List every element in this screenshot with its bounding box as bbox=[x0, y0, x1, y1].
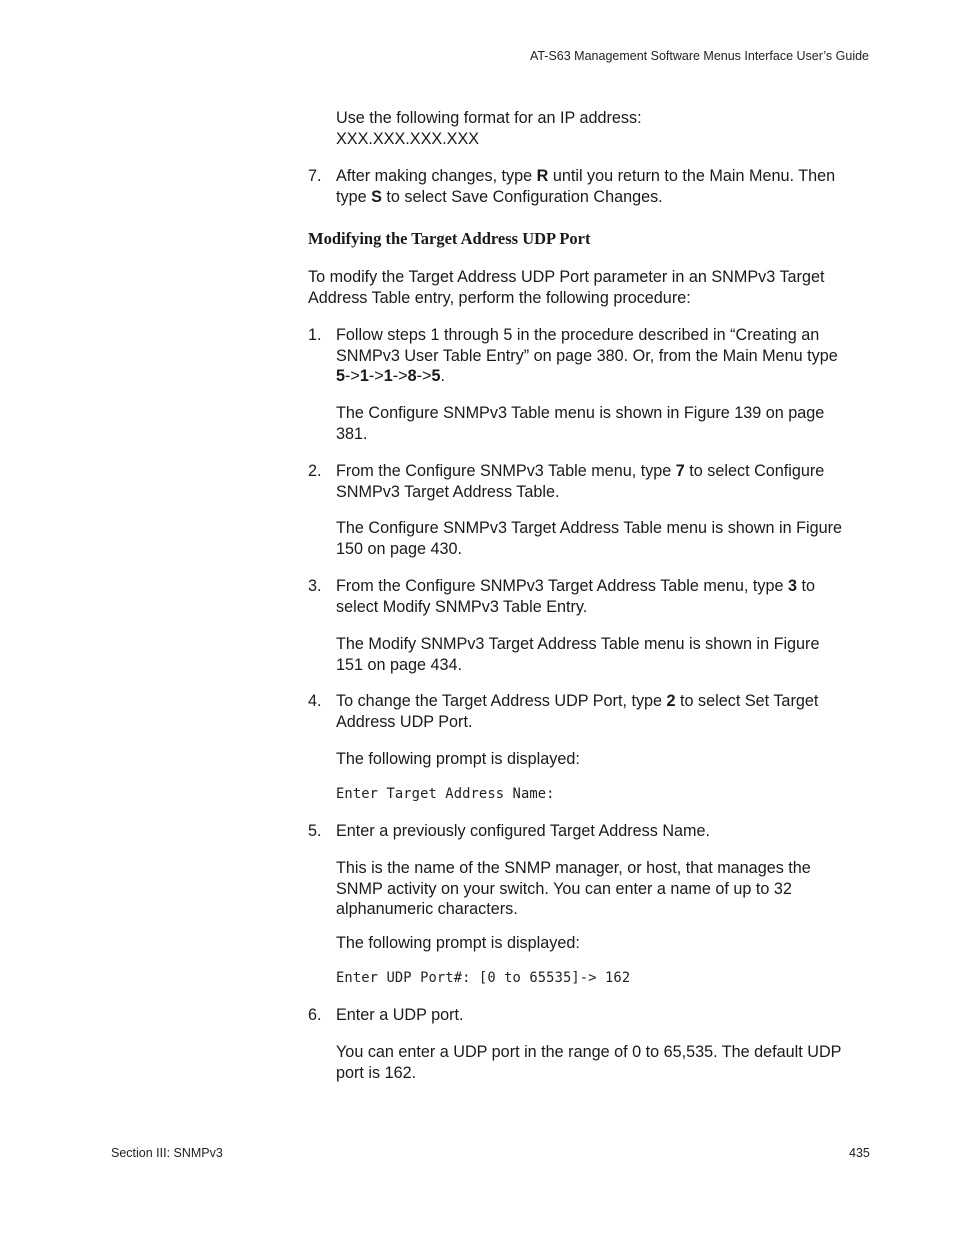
step-note bbox=[336, 858, 876, 920]
intro-text bbox=[336, 108, 876, 149]
note-line: This is the name of the SNMP manager, or host, that manages the bbox=[336, 859, 811, 877]
footer-section: Section III: SNMPv3 bbox=[111, 1146, 223, 1160]
note-line: 381. bbox=[336, 424, 368, 443]
arrow: -> bbox=[368, 367, 384, 385]
prompt-label: The following prompt is displayed: bbox=[336, 750, 580, 768]
text-run: to bbox=[797, 577, 815, 595]
step-number: 4. bbox=[308, 692, 322, 710]
prompt-code: Enter Target Address Name: bbox=[336, 786, 555, 802]
prompt-code: Enter UDP Port#: [0 to 65535]-> 162 bbox=[336, 970, 631, 986]
section-heading: Modifying the Target Address UDP Port bbox=[308, 229, 591, 248]
step-note bbox=[336, 634, 876, 675]
text-run: From the Configure SNMPv3 Target Address Table menu, type bbox=[336, 577, 788, 595]
note-line: SNMP activity on your switch. You can enter a name of up to 32 bbox=[336, 879, 792, 898]
arrow: -> bbox=[392, 367, 408, 385]
running-header: AT-S63 Management Software Menus Interface User’s Guide bbox=[529, 49, 869, 63]
note-line: port is 162. bbox=[336, 1063, 417, 1082]
note-line: You can enter a UDP port in the range of 0 to 65,535. The default UDP bbox=[336, 1043, 842, 1061]
step-number: 2. bbox=[308, 462, 322, 480]
step-text bbox=[336, 691, 876, 732]
step-text bbox=[336, 461, 876, 502]
text-run: to select Save Configuration Changes. bbox=[381, 187, 663, 206]
step-note bbox=[336, 518, 876, 559]
step-line: SNMPv3 User Table Entry” on page 380. Or, from the Main Menu type bbox=[336, 346, 838, 365]
step-number: 1. bbox=[308, 326, 322, 344]
key-2: 2 bbox=[666, 692, 676, 710]
step-note bbox=[336, 403, 876, 444]
section-paragraph bbox=[308, 267, 873, 308]
arrow: -> bbox=[416, 367, 432, 385]
step-text bbox=[336, 166, 876, 207]
text-run: type bbox=[336, 187, 372, 206]
text-run: to select Configure bbox=[684, 462, 825, 480]
ip-format: XXX.XXX.XXX.XXX bbox=[336, 129, 480, 148]
menu-path bbox=[336, 366, 876, 387]
step-line: SNMPv3 Target Address Table. bbox=[336, 482, 560, 501]
step-number: 6. bbox=[308, 1006, 322, 1024]
note-line: 150 on page 430. bbox=[336, 539, 463, 558]
key: 8 bbox=[407, 367, 417, 385]
step-note bbox=[336, 1042, 876, 1083]
paragraph-line: To modify the Target Address UDP Port parameter in an SNMPv3 Target bbox=[308, 268, 825, 286]
paragraph-line: Address Table entry, perform the following procedure: bbox=[308, 288, 691, 307]
note-line: 151 on page 434. bbox=[336, 655, 463, 674]
text-run: until you return to the Main Menu. Then bbox=[548, 167, 836, 185]
step-text bbox=[336, 576, 876, 617]
key-r: R bbox=[536, 167, 549, 185]
step-number: 3. bbox=[308, 577, 322, 595]
key: 1 bbox=[383, 367, 393, 385]
text-run: to select Set Target bbox=[675, 692, 819, 710]
step-text: Enter a previously configured Target Address Name. bbox=[336, 822, 711, 840]
text-run: From the Configure SNMPv3 Table menu, type bbox=[336, 462, 676, 480]
step-text bbox=[336, 325, 876, 387]
key: 1 bbox=[359, 367, 369, 385]
key: 5 bbox=[431, 367, 441, 385]
key-3: 3 bbox=[787, 577, 797, 595]
prompt-label: The following prompt is displayed: bbox=[336, 934, 580, 952]
intro-line: Use the following format for an IP address: bbox=[336, 109, 642, 127]
note-line: alphanumeric characters. bbox=[336, 900, 518, 918]
step-number: 7. bbox=[308, 167, 322, 185]
period: . bbox=[440, 367, 446, 385]
step-line: select Modify SNMPv3 Table Entry. bbox=[336, 597, 588, 616]
arrow: -> bbox=[345, 367, 360, 385]
key-7: 7 bbox=[675, 462, 685, 480]
note-line: The Configure SNMPv3 Table menu is shown in Figure 139 on page bbox=[336, 404, 825, 422]
step-line: Address UDP Port. bbox=[336, 712, 473, 731]
step-number: 5. bbox=[308, 822, 322, 840]
text-run: To change the Target Address UDP Port, type bbox=[336, 692, 667, 710]
text-run: After making changes, type bbox=[336, 167, 537, 185]
step-line: Follow steps 1 through 5 in the procedure described in “Creating an bbox=[336, 326, 820, 344]
page-number: 435 bbox=[849, 1146, 870, 1160]
step-text: Enter a UDP port. bbox=[336, 1006, 464, 1024]
key: 5 bbox=[336, 367, 346, 385]
key-s: S bbox=[371, 187, 382, 206]
note-line: The Configure SNMPv3 Target Address Table menu is shown in Figure bbox=[336, 519, 842, 537]
note-line: The Modify SNMPv3 Target Address Table menu is shown in Figure bbox=[336, 635, 820, 653]
